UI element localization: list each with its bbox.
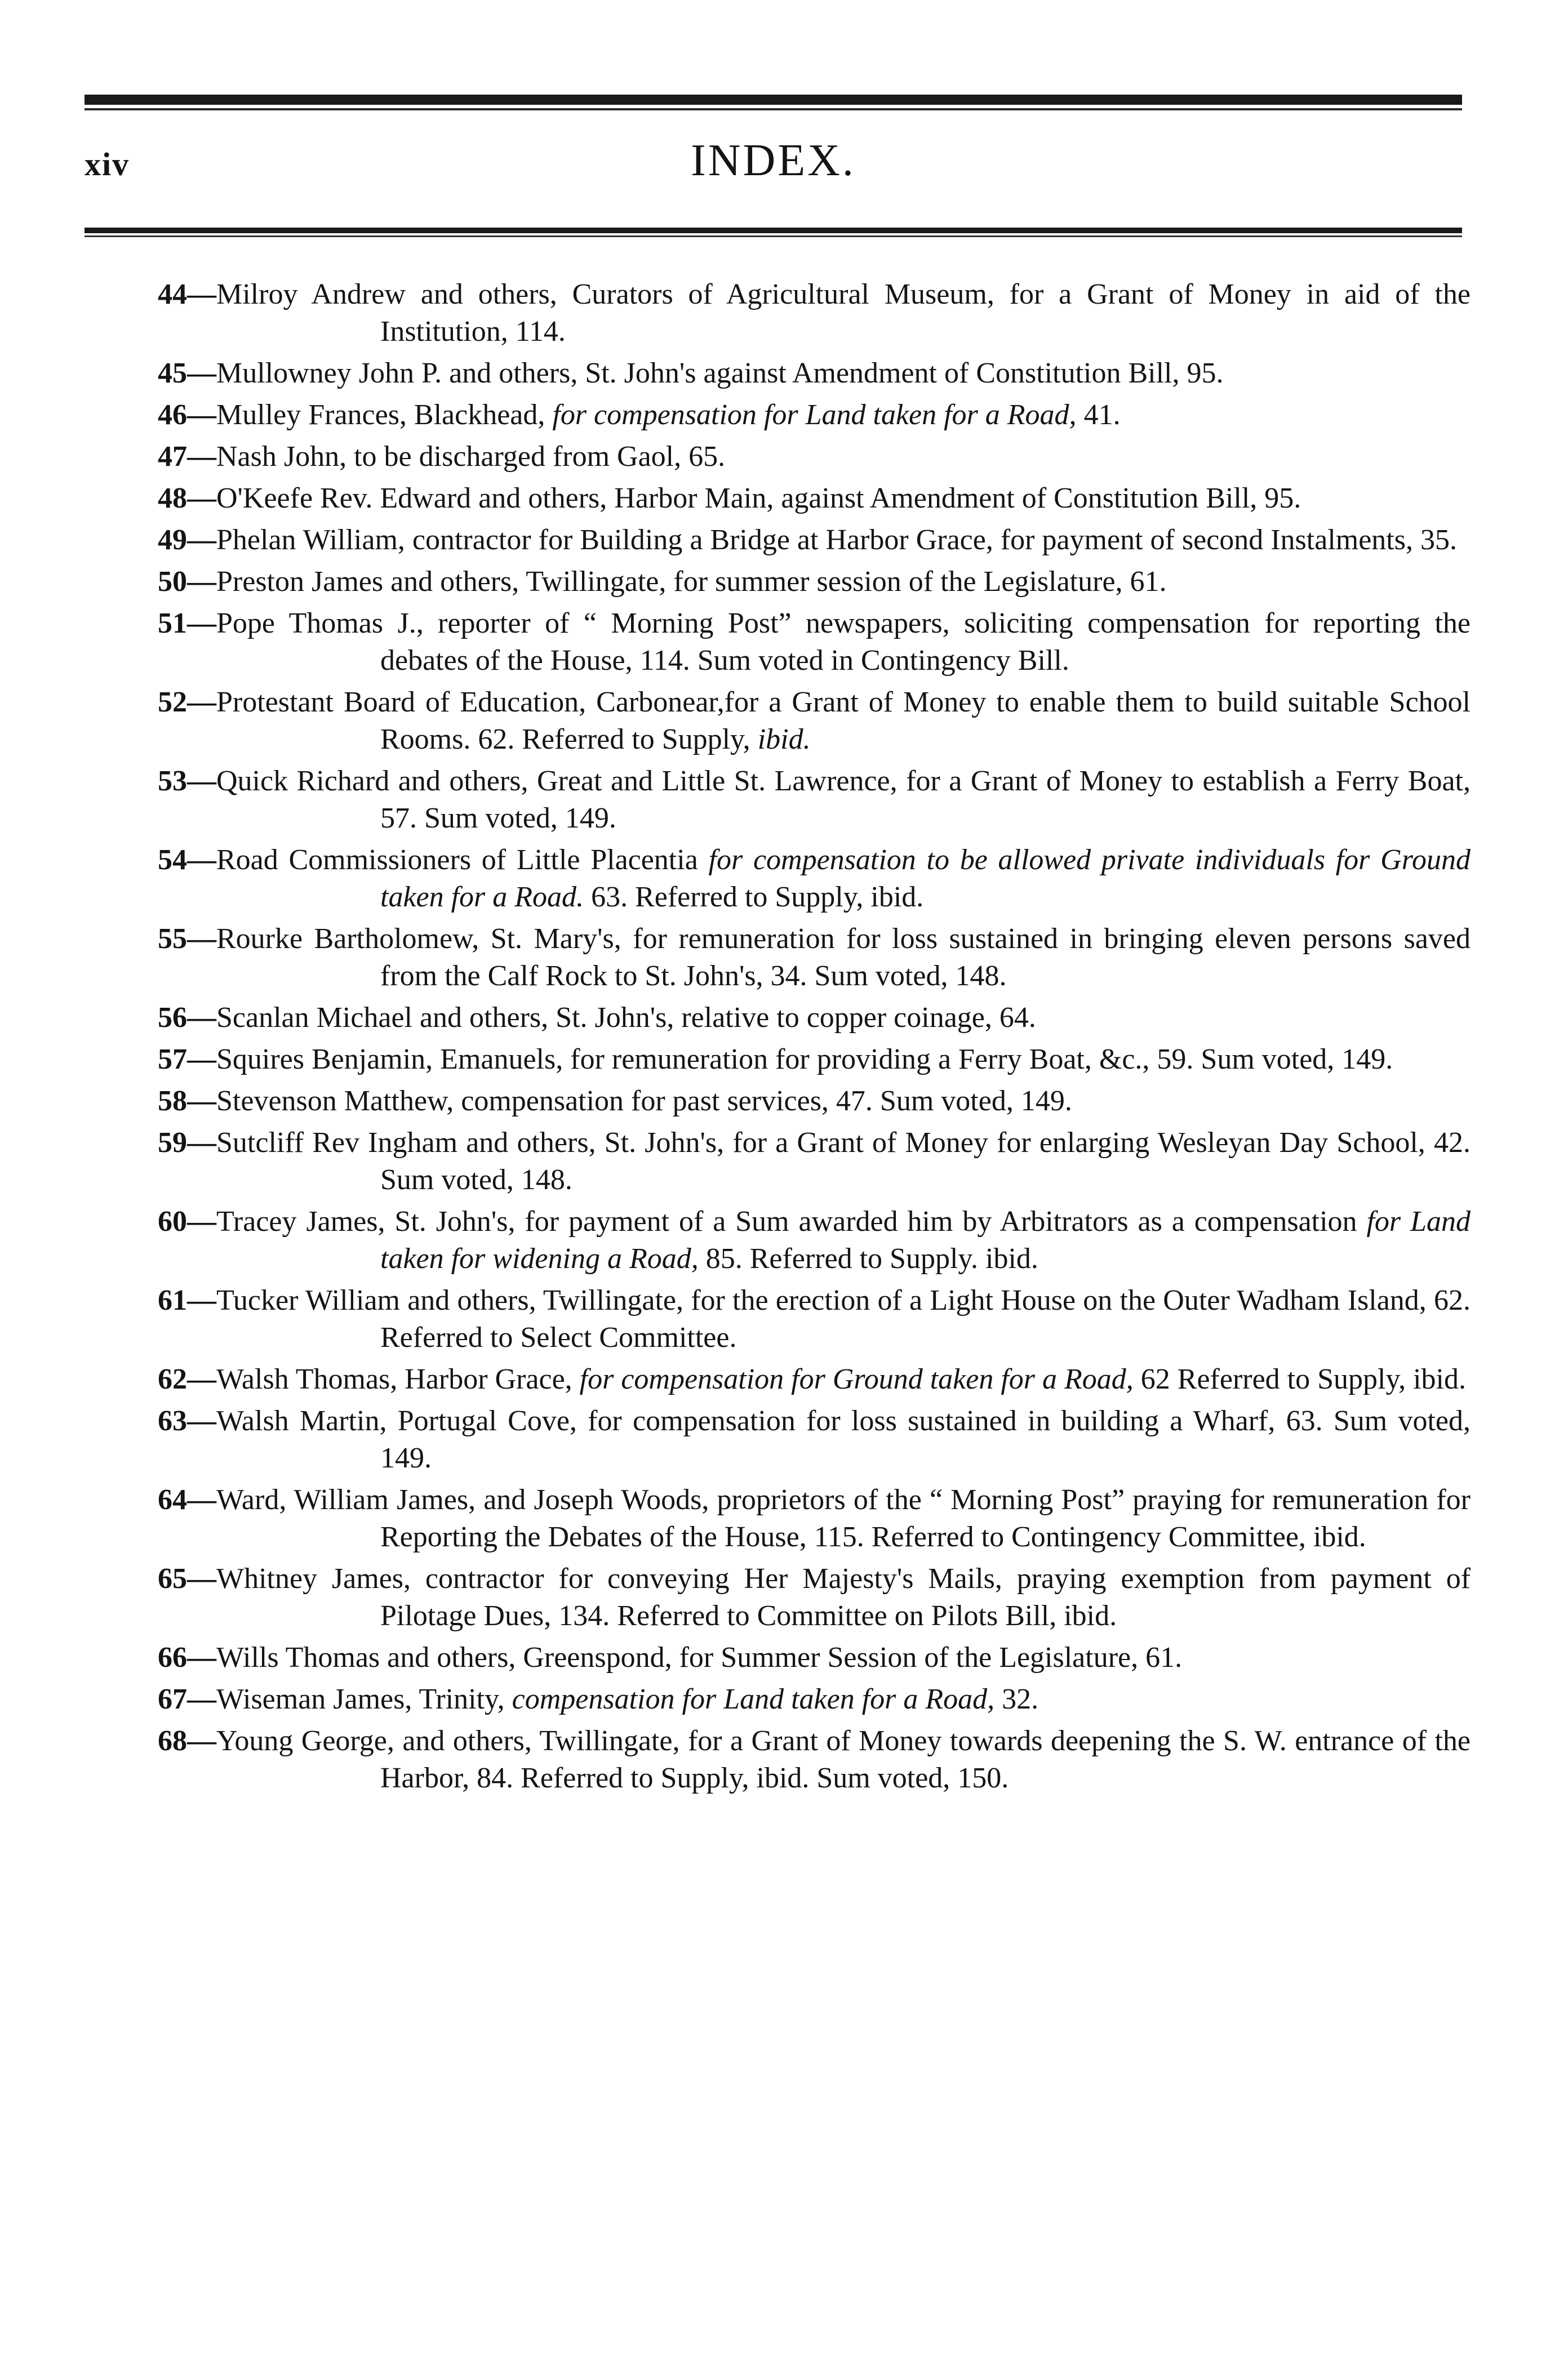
entry-italic: for compensation for Land taken for a Road, — [552, 399, 1077, 431]
entry-text: for a Grant of Money to enable them to build suitable School Rooms. 62. Referred to Supply, — [380, 686, 1471, 755]
entry-name: Rourke Bartholomew, St. Mary's, — [216, 923, 621, 955]
entry-name: Mulley Frances, Blackhead, — [216, 399, 545, 431]
index-entry — [158, 397, 1471, 434]
entry-number: 59— — [158, 1127, 216, 1159]
entry-name: Young George, and others, Twillingate, — [216, 1725, 680, 1757]
entry-number: 66— — [158, 1641, 216, 1674]
entry-name: Walsh Martin, Portugal Cove, — [216, 1405, 577, 1437]
entry-tail: 32. — [994, 1683, 1039, 1715]
running-head-title: INDEX. — [691, 136, 856, 185]
entry-number: 54— — [158, 844, 216, 876]
entry-number: 53— — [158, 765, 216, 797]
entry-number: 52— — [158, 686, 216, 718]
entry-text: praying for remuneration for Reporting the Debates of the House, 115. Referred to Contingency Committee, ibid. — [380, 1484, 1471, 1553]
entry-number: 51— — [158, 607, 216, 639]
entry-text: for remuneration for providing a Ferry Boat, &c., 59. Sum voted, 149. — [563, 1043, 1393, 1075]
entry-number: 48— — [158, 482, 216, 514]
top-rule — [85, 95, 1462, 105]
index-entry — [158, 355, 1471, 392]
entry-text — [572, 1363, 580, 1395]
entry-text: for compensation for loss sustained in building a Wharf, 63. Sum voted, 149. — [380, 1405, 1471, 1474]
entry-name: Tucker William and others, Twillingate, — [216, 1284, 683, 1316]
entry-text: to be discharged from Gaol, 65. — [346, 441, 726, 473]
index-entry — [158, 684, 1471, 758]
entry-number: 68— — [158, 1725, 216, 1757]
index-entry — [158, 1041, 1471, 1078]
entry-text: for remuneration for loss sustained in bringing eleven persons saved from the Calf Rock to St. John's, 34. Sum voted, 148. — [380, 923, 1471, 992]
entry-text: praying exemption from payment of Pilotage Dues, 134. Referred to Committee on Pilots Bill, ibid. — [380, 1563, 1471, 1632]
index-entries — [158, 276, 1471, 1801]
index-entry — [158, 999, 1471, 1036]
entry-name: Milroy Andrew and others, Curators of Agricultural Museum, — [216, 278, 994, 310]
entry-text: against Amendment of Constitution Bill, 95. — [696, 357, 1224, 389]
entry-number: 47— — [158, 441, 216, 473]
entry-tail: 62 Referred to Supply, ibid. — [1133, 1363, 1466, 1395]
entry-name: Mullowney John P. and others, St. John's — [216, 357, 696, 389]
entry-name: Squires Benjamin, Emanuels, — [216, 1043, 563, 1075]
entry-text: for payment of second Instalments, 35. — [993, 524, 1457, 556]
index-entry — [158, 605, 1471, 679]
page-header — [85, 135, 1462, 208]
top-rule-thin — [85, 108, 1462, 110]
header-rule-thin — [85, 235, 1462, 237]
index-entry — [158, 480, 1471, 517]
index-entry — [158, 563, 1471, 600]
index-entry — [158, 920, 1471, 995]
entry-text — [545, 399, 552, 431]
entry-tail: 41. — [1076, 399, 1121, 431]
entry-number: 57— — [158, 1043, 216, 1075]
index-entry — [158, 1282, 1471, 1356]
entry-tail: 63. Referred to Supply, ibid. — [584, 881, 924, 913]
entry-name: Nash John, — [216, 441, 347, 473]
entry-italic: for compensation to be allowed private individuals for Ground taken for a Road. — [380, 844, 1471, 913]
entry-name: Scanlan Michael and others, St. John's, — [216, 1002, 674, 1034]
index-entry — [158, 763, 1471, 837]
header-rule — [85, 228, 1462, 233]
entry-number: 62— — [158, 1363, 216, 1395]
entry-number: 67— — [158, 1683, 216, 1715]
entry-italic: for compensation for Ground taken for a Road, — [579, 1363, 1134, 1395]
index-entry — [158, 1482, 1471, 1556]
entry-name: Sutcliff Rev Ingham and others, St. John's, — [216, 1127, 725, 1159]
entry-name: Ward, William James, and Joseph Woods, proprietors of the “ Morning Post” — [216, 1484, 1125, 1516]
index-entry — [158, 438, 1471, 475]
entry-name: Pope Thomas J., reporter of “ Morning Post” newspapers, — [216, 607, 950, 639]
entry-number: 49— — [158, 524, 216, 556]
entry-name: Whitney James, contractor for conveying Her Majesty's Mails, — [216, 1563, 1002, 1595]
index-entry — [158, 1083, 1471, 1120]
index-entry — [158, 842, 1471, 916]
entry-number: 64— — [158, 1484, 216, 1516]
index-entry — [158, 522, 1471, 559]
index-entry — [158, 1681, 1471, 1718]
entry-number: 44— — [158, 278, 216, 310]
entry-text: soliciting compensation for reporting the debates of the House, 114. Sum voted in Contingency Bill. — [380, 607, 1471, 677]
entry-text: for a Grant of Money for enlarging Wesleyan Day School, 42. Sum voted, 148. — [380, 1127, 1471, 1196]
entry-text — [505, 1683, 512, 1715]
entry-number: 65— — [158, 1563, 216, 1595]
entry-text: for a Grant of Money in aid of the Institution, 114. — [380, 278, 1471, 348]
entry-number: 46— — [158, 399, 216, 431]
index-entry — [158, 1639, 1471, 1676]
entry-text: for a Grant of Money towards deepening the S. W. entrance of the Harbor, 84. Referred to Supply, ibid. Sum voted, 150. — [380, 1725, 1471, 1794]
entry-name: Protestant Board of Education, Carbonear, — [216, 686, 725, 718]
entry-text: for the erection of a Light House on the Outer Wadham Island, 62. Referred to Select Committee. — [380, 1284, 1471, 1354]
entry-name: Tracey James, St. John's, — [216, 1205, 516, 1238]
entry-italic: ibid. — [757, 723, 811, 755]
entry-text: for Summer Session of the Legislature, 61. — [672, 1641, 1183, 1674]
entry-name: Stevenson Matthew, — [216, 1085, 454, 1117]
entry-text: for a Grant of Money to establish a Ferry Boat, 57. Sum voted, 149. — [380, 765, 1471, 834]
entry-name: Road Commissioners of Little Placentia — [216, 844, 698, 876]
entry-number: 55— — [158, 923, 216, 955]
entry-number: 50— — [158, 566, 216, 598]
entry-name: Walsh Thomas, Harbor Grace, — [216, 1363, 572, 1395]
entry-name: Wiseman James, Trinity, — [216, 1683, 505, 1715]
entry-number: 63— — [158, 1405, 216, 1437]
entry-number: 45— — [158, 357, 216, 389]
entry-text — [698, 844, 709, 876]
entry-italic: compensation for Land taken for a Road, — [512, 1683, 995, 1715]
index-entry — [158, 1361, 1471, 1398]
entry-number: 56— — [158, 1002, 216, 1034]
entry-tail: 85. Referred to Supply. ibid. — [698, 1243, 1038, 1275]
entry-number: 61— — [158, 1284, 216, 1316]
entry-text: relative to copper coinage, 64. — [674, 1002, 1036, 1034]
entry-text: for payment of a Sum awarded him by Arbitrators as a compensation — [515, 1205, 1367, 1238]
index-entry — [158, 1403, 1471, 1477]
index-entry — [158, 276, 1471, 350]
entry-name: Preston James and others, Twillingate, — [216, 566, 667, 598]
entry-number: 58— — [158, 1085, 216, 1117]
entry-name: Wills Thomas and others, Greenspond, — [216, 1641, 672, 1674]
entry-text: against Amendment of Constitution Bill, 95. — [774, 482, 1301, 514]
index-entry — [158, 1723, 1471, 1797]
entry-text: for summer session of the Legislature, 61. — [666, 566, 1167, 598]
entry-name: Quick Richard and others, Great and Little St. Lawrence, — [216, 765, 898, 797]
page-number: xiv — [85, 146, 130, 183]
index-entry — [158, 1203, 1471, 1278]
index-entry — [158, 1124, 1471, 1199]
index-entry — [158, 1560, 1471, 1635]
entry-name: Phelan William, contractor for Building a Bridge at Harbor Grace, — [216, 524, 993, 556]
entry-italic: for Land taken for widening a Road, — [380, 1205, 1471, 1275]
entry-name: O'Keefe Rev. Edward and others, Harbor Main, — [216, 482, 774, 514]
entry-number: 60— — [158, 1205, 216, 1238]
entry-text: compensation for past services, 47. Sum voted, 149. — [454, 1085, 1072, 1117]
